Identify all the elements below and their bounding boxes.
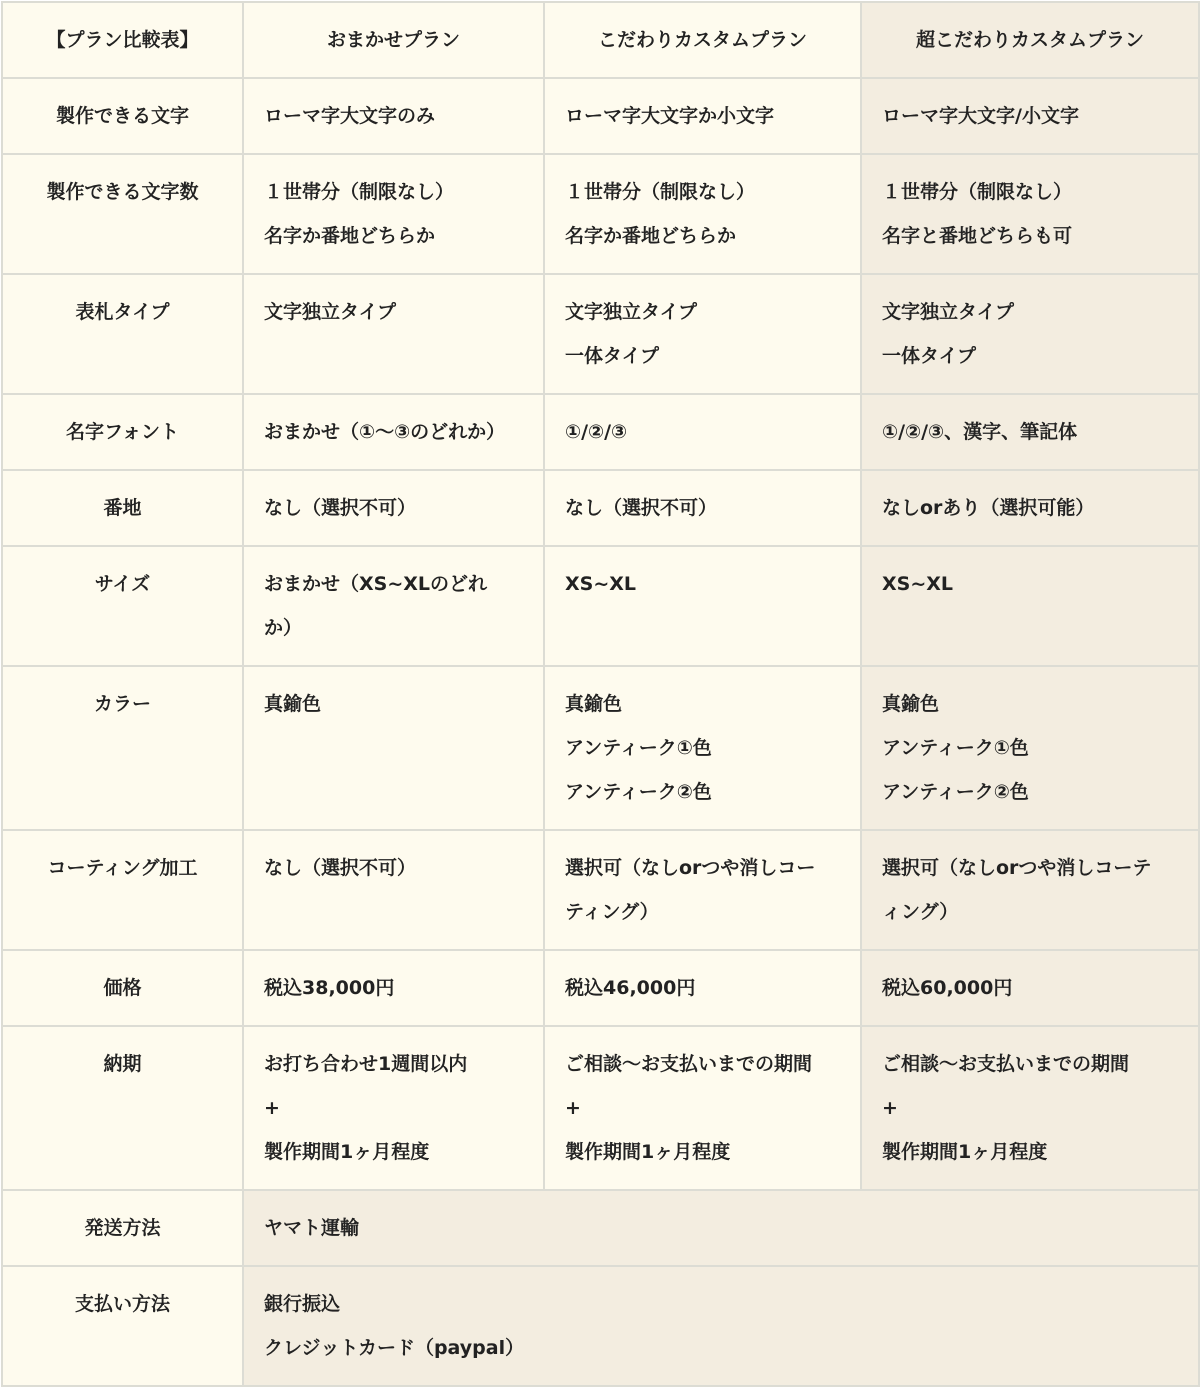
cell-line: １世帯分（制限なし） <box>565 181 756 203</box>
table-row <box>2 78 1199 154</box>
row-label: コーティング加工 <box>2 830 243 950</box>
cell-omakase <box>243 1026 544 1190</box>
cell-chou-kodawari <box>861 394 1199 470</box>
cell-line: お打ち合わせ1週間以内 <box>264 1053 468 1075</box>
cell-line: おまかせ（①〜③のどれか） <box>264 421 506 443</box>
cell-line: ①/②/③、漢字、筆記体 <box>882 421 1078 443</box>
cell-kodawari <box>544 154 861 274</box>
row-label: カラー <box>2 666 243 830</box>
cell-line: ィング） <box>882 901 959 923</box>
cell-all-plans <box>243 1266 1199 1386</box>
cell-omakase <box>243 666 544 830</box>
row-label: 発送方法 <box>2 1190 243 1266</box>
cell-line: アンティーク①色 <box>565 737 712 759</box>
cell-kodawari <box>544 394 861 470</box>
cell-kodawari <box>544 666 861 830</box>
cell-line: ①/②/③ <box>565 421 628 443</box>
cell-line: 税込60,000円 <box>882 977 1013 999</box>
row-label: 製作できる文字数 <box>2 154 243 274</box>
cell-omakase <box>243 78 544 154</box>
cell-kodawari <box>544 78 861 154</box>
header-row <box>2 2 1199 78</box>
cell-line: 名字か番地どちらか <box>565 225 737 247</box>
cell-line: 税込38,000円 <box>264 977 395 999</box>
cell-line: 文字独立タイプ <box>264 301 397 323</box>
cell-line: 一体タイプ <box>882 345 977 367</box>
row-label: 支払い方法 <box>2 1266 243 1386</box>
cell-line: ローマ字大文字のみ <box>264 105 436 127</box>
cell-line: + <box>565 1097 581 1119</box>
row-label: 表札タイプ <box>2 274 243 394</box>
table-row <box>2 830 1199 950</box>
cell-line: 製作期間1ヶ月程度 <box>264 1141 430 1163</box>
cell-chou-kodawari <box>861 546 1199 666</box>
cell-line: ローマ字大文字/小文字 <box>882 105 1079 127</box>
cell-line: ヤマト運輸 <box>264 1217 360 1239</box>
table-title: 【プラン比較表】 <box>2 2 243 78</box>
cell-omakase <box>243 950 544 1026</box>
table-row <box>2 546 1199 666</box>
plan-comparison-table <box>1 1 1200 1387</box>
cell-line: クレジットカード（paypal） <box>264 1337 525 1359</box>
cell-omakase <box>243 830 544 950</box>
cell-line: 一体タイプ <box>565 345 660 367</box>
cell-line: XS~XL <box>565 573 637 595</box>
cell-line: なし（選択不可） <box>264 857 417 879</box>
cell-line: ローマ字大文字か小文字 <box>565 105 775 127</box>
cell-chou-kodawari <box>861 154 1199 274</box>
cell-kodawari <box>544 546 861 666</box>
cell-kodawari <box>544 470 861 546</box>
cell-line: 真鍮色 <box>264 693 322 715</box>
cell-chou-kodawari <box>861 950 1199 1026</box>
table-row <box>2 950 1199 1026</box>
cell-omakase <box>243 274 544 394</box>
cell-line: アンティーク②色 <box>882 781 1029 803</box>
cell-line: ご相談〜お支払いまでの期間 <box>565 1053 813 1075</box>
plan-header-kodawari: こだわりカスタムプラン <box>544 2 861 78</box>
cell-omakase <box>243 394 544 470</box>
cell-kodawari <box>544 274 861 394</box>
table-row <box>2 394 1199 470</box>
table-row <box>2 274 1199 394</box>
cell-line: アンティーク①色 <box>882 737 1029 759</box>
cell-line: ご相談〜お支払いまでの期間 <box>882 1053 1130 1075</box>
cell-all-plans <box>243 1190 1199 1266</box>
cell-line: + <box>264 1097 280 1119</box>
cell-chou-kodawari <box>861 1026 1199 1190</box>
cell-line: なし（選択不可） <box>565 497 718 519</box>
cell-line: アンティーク②色 <box>565 781 712 803</box>
table-row <box>2 154 1199 274</box>
row-label: 名字フォント <box>2 394 243 470</box>
cell-line: 税込46,000円 <box>565 977 696 999</box>
cell-chou-kodawari <box>861 666 1199 830</box>
cell-line: １世帯分（制限なし） <box>264 181 455 203</box>
table-row <box>2 1026 1199 1190</box>
cell-line: か） <box>264 617 303 639</box>
row-label: サイズ <box>2 546 243 666</box>
cell-line: 真鍮色 <box>882 693 940 715</box>
table-row <box>2 1266 1199 1386</box>
cell-line: 名字と番地どちらも可 <box>882 225 1073 247</box>
cell-line: なしorあり（選択可能） <box>882 497 1095 519</box>
cell-kodawari <box>544 1026 861 1190</box>
cell-line: 名字か番地どちらか <box>264 225 436 247</box>
table-row <box>2 1190 1199 1266</box>
cell-chou-kodawari <box>861 274 1199 394</box>
cell-line: ティング） <box>565 901 659 923</box>
cell-omakase <box>243 154 544 274</box>
cell-chou-kodawari <box>861 830 1199 950</box>
cell-line: 銀行振込 <box>264 1293 341 1315</box>
cell-chou-kodawari <box>861 470 1199 546</box>
table-row <box>2 666 1199 830</box>
cell-chou-kodawari <box>861 78 1199 154</box>
cell-line: 選択可（なしorつや消しコーテ <box>882 857 1152 879</box>
cell-line: 文字独立タイプ <box>565 301 698 323</box>
row-label: 納期 <box>2 1026 243 1190</box>
cell-omakase <box>243 546 544 666</box>
cell-kodawari <box>544 830 861 950</box>
table-row <box>2 470 1199 546</box>
cell-line: おまかせ（XS~XLのどれ <box>264 573 488 595</box>
plan-header-omakase: おまかせプラン <box>243 2 544 78</box>
cell-line: XS~XL <box>882 573 954 595</box>
cell-omakase <box>243 470 544 546</box>
cell-line: １世帯分（制限なし） <box>882 181 1073 203</box>
cell-kodawari <box>544 950 861 1026</box>
cell-line: 真鍮色 <box>565 693 623 715</box>
plan-header-chou-kodawari: 超こだわりカスタムプラン <box>861 2 1199 78</box>
cell-line: 製作期間1ヶ月程度 <box>882 1141 1048 1163</box>
cell-line: + <box>882 1097 898 1119</box>
row-label: 番地 <box>2 470 243 546</box>
cell-line: 選択可（なしorつや消しコー <box>565 857 816 879</box>
row-label: 製作できる文字 <box>2 78 243 154</box>
cell-line: 製作期間1ヶ月程度 <box>565 1141 731 1163</box>
row-label: 価格 <box>2 950 243 1026</box>
cell-line: なし（選択不可） <box>264 497 417 519</box>
cell-line: 文字独立タイプ <box>882 301 1015 323</box>
